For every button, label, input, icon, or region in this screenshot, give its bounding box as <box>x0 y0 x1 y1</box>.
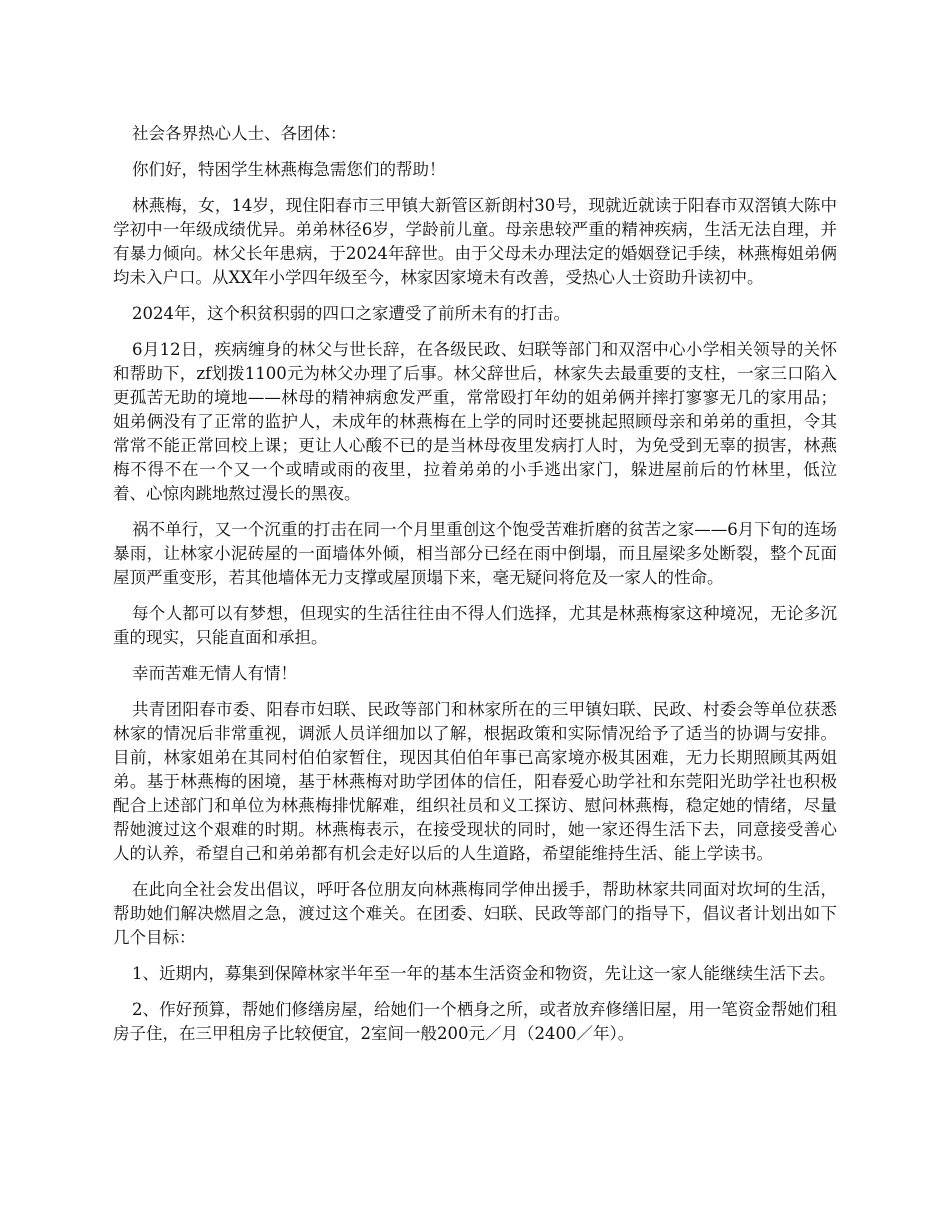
paragraph-house-collapse: 祸不单行，又一个沉重的打击在同一个月里重创这个饱受苦难折磨的贫苦之家——6月下旬的连场暴雨，让林家小泥砖屋的一面墙体外倾，相当部分已经在雨中倒塌，而且屋梁多处断裂，整个瓦面屋顶严重变形，若其他墙体无力支撑或屋顶塌下来，毫无疑问将危及一家人的性命。 <box>113 520 837 587</box>
paragraph-appeal: 在此向全社会发出倡议，呼吁各位朋友向林燕梅同学伸出援手，帮助林家共同面对坎坷的生活，帮助她们解决燃眉之急，渡过这个难关。在团委、妇联、民政等部门的指导下，倡议者计划出如下几个目标： <box>113 880 837 947</box>
document-page <box>113 122 837 1058</box>
paragraph-goal-1: 1、近期内，募集到保障林家半年至一年的基本生活资金和物资，先让这一家人能继续生活下去。 <box>132 964 836 983</box>
paragraph-reality: 每个人都可以有梦想，但现实的生活往往由不得人们选择，尤其是林燕梅家这种境况，无论多沉重的现实，只能直面和承担。 <box>113 604 837 647</box>
paragraph-kindness: 幸而苦难无情人有情！ <box>132 664 297 683</box>
paragraph-goal-2: 2、作好预算，帮她们修缮房屋，给她们一个栖身之所，或者放弃修缮旧屋，用一笔资金帮她们租房子住，在三甲租房子比较便宜，2室间一般200元／月（2400／年）。 <box>113 1000 837 1043</box>
salutation: 社会各界热心人士、各团体： <box>132 124 347 143</box>
paragraph-year-blow: 2024年，这个积贫积弱的四口之家遭受了前所未有的打击。 <box>132 304 570 323</box>
paragraph-father-death: 6月12日，疾病缠身的林父与世长辞，在各级民政、妇联等部门和双滘中心小学相关领导的关怀和帮助下，zf划拨1100元为林父办理了后事。林父辞世后，林家失去最重要的支柱，一家三口陷入更孤苦无助的境地——林母的精神病愈发严重，常常殴打年幼的姐弟俩并摔打寥寥无几的家用品；姐弟俩没有了正常的监护人，未成年的林燕梅在上学的同时还要挑起照顾母亲和弟弟的重担，令其常常不能正常回校上课；更让人心酸不已的是当林母夜里发病打人时，为免受到无辜的损害，林燕梅不得不在一个又一个或晴或雨的夜里，拉着弟弟的小手逃出家门，躲进屋前后的竹林里，低泣着、心惊肉跳地熬过漫长的黑夜。 <box>113 340 837 503</box>
paragraph-profile: 林燕梅，女，14岁，现住阳春市三甲镇大新管区新朗村30号，现就近就读于阳春市双滘镇大陈中学初中一年级成绩优异。弟弟林径6岁，学龄前儿童。母亲患较严重的精神疾病，生活无法自理，并有暴力倾向。林父长年患病，于2024年辞世。由于父母未办理法定的婚姻登记手续，林燕梅姐弟俩均未入户口。从XX年小学四年级至今，林家因家境未有改善，受热心人士资助升读初中。 <box>113 196 837 287</box>
greeting: 你们好，特困学生林燕梅急需您们的帮助！ <box>132 160 446 179</box>
paragraph-support: 共青团阳春市委、阳春市妇联、民政等部门和林家所在的三甲镇妇联、民政、村委会等单位获悉林家的情况后非常重视，调派人员详细加以了解，根据政策和实际情况给予了适当的协调与安排。目前，林家姐弟在其同村伯伯家暂住，现因其伯伯年事已高家境亦极其困难，无力长期照顾其两姐弟。基于林燕梅的困境，基于林燕梅对助学团体的信任，阳春爱心助学社和东莞阳光助学社也积极配合上述部门和单位为林燕梅排忧解难，组织社员和义工探访、慰问林燕梅，稳定她的情绪，尽量帮她渡过这个艰难的时期。林燕梅表示，在接受现状的同时，她一家还得生活下去，同意接受善心人的认养，希望自己和弟弟都有机会走好以后的人生道路，希望能维持生活、能上学读书。 <box>113 700 837 863</box>
